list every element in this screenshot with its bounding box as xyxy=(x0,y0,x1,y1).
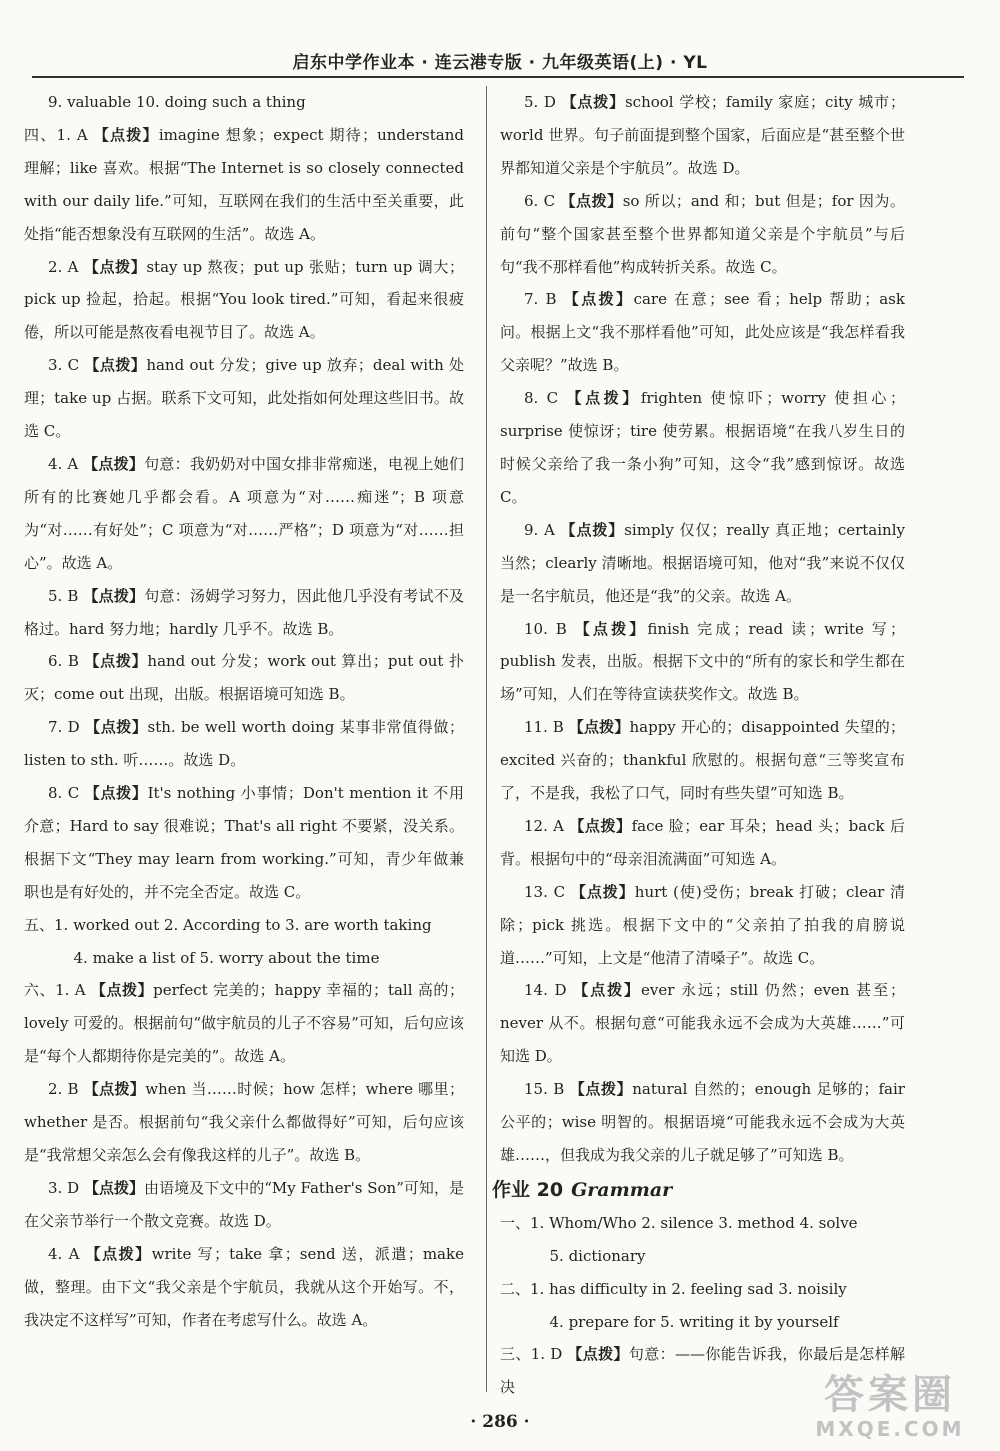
answer-number: 2. A xyxy=(48,257,79,276)
hint-tag: 【点拨】 xyxy=(85,718,148,737)
answer-item xyxy=(500,185,905,284)
answer-item xyxy=(24,1238,464,1337)
answer-text: hurt (使)受伤；break 打破；clear 清除；pick 挑选。根据下文中的“父亲拍了拍我的肩膀说道……”可知，上文是“他清了清嗓子”。故选 C。 xyxy=(500,882,905,967)
site-watermark xyxy=(790,1372,990,1448)
answer-number: 6. B xyxy=(48,652,79,671)
answer-number: 五、1. xyxy=(24,915,69,934)
answer-item xyxy=(500,1207,905,1240)
answer-item xyxy=(24,119,464,251)
hint-tag: 【点拨】 xyxy=(569,816,632,835)
watermark-url: MXQE.COM xyxy=(815,1417,965,1441)
page-number: · 286 · xyxy=(470,1412,530,1432)
hint-tag: 【点拨】 xyxy=(93,125,159,144)
answer-item xyxy=(500,810,905,876)
answer-text: simply 仅仅；really 真正地；certainly 当然；clearly 清晰地。根据语境可知，他对“我”来说不仅仅是一名宇航员，他还是“我”的父亲。故选 A。 xyxy=(500,520,905,605)
answer-number: 三、1. D xyxy=(500,1345,563,1364)
answer-text: hand out 分发；give up 放弃；deal with 处理；take up 占据。联系下文可知，此处指如何处理这些旧书。故选 C。 xyxy=(24,356,464,441)
hint-tag: 【点拨】 xyxy=(563,290,634,309)
answer-text: imagine 想象；expect 期待；understand 理解；like 喜欢。根据“The Internet is so closely connected with our daily life.”可知，互联网在我们的生活中至关重要，此处指“能否想象没有互联网的生活”。故选 A。 xyxy=(24,125,464,243)
hint-tag: 【点拨】 xyxy=(84,356,147,375)
hint-tag: 【点拨】 xyxy=(84,652,148,671)
homework-topic: Grammar xyxy=(571,1178,673,1201)
answer-number: 5. B xyxy=(48,586,79,605)
hint-tag: 【点拨】 xyxy=(573,981,641,1000)
answer-number: 12. A xyxy=(524,816,565,835)
hint-tag: 【点拨】 xyxy=(570,882,635,901)
answer-text: care 在意；see 看；help 帮助；ask 问。根据上文“我不那样看他”可知，此处应该是“我怎样看我父亲呢？”故选 B。 xyxy=(500,290,905,375)
hint-tag: 【点拨】 xyxy=(569,1080,633,1099)
answer-text: 9. valuable 10. doing such a thing xyxy=(48,93,306,111)
answer-item xyxy=(24,1073,464,1172)
answer-number: 2. B xyxy=(48,1080,79,1099)
answer-item xyxy=(500,974,905,1073)
left-column xyxy=(24,86,464,1336)
answer-item xyxy=(500,1240,905,1273)
hint-tag: 【点拨】 xyxy=(83,1080,146,1099)
answer-number: 13. C xyxy=(524,882,566,901)
answer-item xyxy=(500,1273,905,1306)
answer-text: 4. prepare for 5. writing it by yourself xyxy=(549,1312,839,1331)
answer-number: 4. A xyxy=(48,1244,80,1263)
header-rule xyxy=(32,76,964,78)
answer-text: frighten 使惊吓；worry 使担心；surprise 使惊讶；tire 使劳累。根据语境“在我八岁生日的时候父亲给了我一条小狗”可知，这令“我”感到惊讶。故选 C。 xyxy=(500,389,905,506)
hint-tag: 【点拨】 xyxy=(83,454,145,473)
answer-text: natural 自然的；enough 足够的；fair 公平的；wise 明智的。根据语境“可能我永远不会成为大英雄……，但我成为我父亲的儿子就足够了”可知选 B。 xyxy=(500,1080,905,1164)
answer-text: 由语境及下文中的“My Father's Son”可知，是在父亲节举行一个散文竞赛。故选 D。 xyxy=(24,1178,464,1230)
answer-number: 4. A xyxy=(48,454,79,473)
hint-tag: 【点拨】 xyxy=(83,257,147,276)
answer-text: school 学校；family 家庭；city 城市；world 世界。句子前面提到整个国家，后面应是“甚至整个世界都知道父亲是个宇航员”。故选 D。 xyxy=(500,93,905,177)
answer-item xyxy=(24,448,464,580)
answer-number: 7. D xyxy=(48,718,80,737)
answer-item xyxy=(500,86,905,185)
answer-item xyxy=(24,974,464,1073)
answer-text: happy 开心的；disappointed 失望的；excited 兴奋的；thankful 欣慰的。根据句意“三等奖宣布了，不是我，我松了口气，同时有些失望”可知选 B。 xyxy=(500,718,905,803)
answer-text: perfect 完美的；happy 幸福的；tall 高的；lovely 可爱的。根据前句“做宇航员的儿子不容易”可知，后句应该是“每个人都期待你是完美的”。故选 A。 xyxy=(24,981,464,1066)
answer-item xyxy=(24,1172,464,1238)
hint-tag: 【点拨】 xyxy=(83,1178,145,1197)
answer-text: 4. make a list of 5. worry about the time xyxy=(73,948,380,967)
hint-tag: 【点拨】 xyxy=(568,718,630,737)
answer-number: 二、1. xyxy=(500,1279,545,1298)
answer-item xyxy=(24,349,464,448)
answer-text: hand out 分发；work out 算出；put out 扑灭；come out 出现，出版。根据语境可知选 B。 xyxy=(24,652,464,704)
answer-text: face 脸；ear 耳朵；head 头；back 后背。根据句中的“母亲泪流满面”可知选 A。 xyxy=(500,816,905,868)
answer-number: 3. C xyxy=(48,356,80,375)
answer-item xyxy=(24,777,464,909)
answer-item xyxy=(24,942,464,975)
hint-tag: 【点拨】 xyxy=(567,1345,629,1364)
answer-item xyxy=(500,613,905,712)
answer-item xyxy=(500,711,905,810)
hint-tag: 【点拨】 xyxy=(83,586,145,605)
running-header: 启东中学作业本 · 连云港专版 · 九年级英语(上) · YL xyxy=(292,53,708,73)
answer-number: 9. A xyxy=(524,520,555,539)
hint-tag: 【点拨】 xyxy=(90,981,154,1000)
answer-text: Whom/Who 2. silence 3. method 4. solve xyxy=(549,1213,858,1232)
answer-number: 7. B xyxy=(524,290,557,309)
answer-text: when 当……时候；how 怎样；where 哪里；whether 是否。根据前句“我父亲什么都做得好”可知，后句应该是“我常想父亲怎么会有像我这样的儿子”。故选 B。 xyxy=(24,1080,464,1164)
answer-number: 14. D xyxy=(524,981,567,1000)
answer-item xyxy=(500,1306,905,1339)
answer-text: ever 永远；still 仍然；even 甚至；never 从不。根据句意“可能我永远不会成为大英雄……”可知选 D。 xyxy=(500,981,905,1066)
answer-number: 8. C xyxy=(524,389,559,408)
answer-number: 10. B xyxy=(524,619,567,638)
answer-text: write 写；take 拿；send 送，派遣；make 做，整理。由下文“我父亲是个宇航员，我就从这个开始写。不，我决定不这样写”可知，作者在考虑写什么。故选 A。 xyxy=(24,1244,464,1329)
answer-number: 3. D xyxy=(48,1178,80,1197)
answer-item xyxy=(24,909,464,942)
right-column xyxy=(492,86,905,1404)
hint-tag: 【点拨】 xyxy=(561,93,625,111)
homework-title xyxy=(492,1174,905,1207)
answer-item xyxy=(500,514,905,613)
answer-text: 句意：我奶奶对中国女排非常痴迷，电视上她们所有的比赛她几乎都会看。A 项意为“对……痴迷”；B 项意为“对……有好处”；C 项意为“对……严格”；D 项意为“对……担心”。故选 A。 xyxy=(24,454,464,572)
answer-item xyxy=(500,382,905,514)
watermark-logo-text: 答案圈 xyxy=(824,1372,956,1418)
hint-tag: 【点拨】 xyxy=(560,191,623,210)
answer-number: 6. C xyxy=(524,191,556,210)
answer-item xyxy=(500,283,905,382)
answer-number: 四、1. A xyxy=(24,125,88,144)
column-divider xyxy=(486,86,487,1392)
answer-number: 8. C xyxy=(48,784,80,803)
answer-text: so 所以；and 和；but 但是；for 因为。前句“整个国家甚至整个世界都知道父亲是个宇航员”与后句“我不那样看他”构成转折关系。故选 C。 xyxy=(500,191,905,276)
answer-number: 一、1. xyxy=(500,1213,545,1232)
answer-text: sth. be well worth doing 某事非常值得做；listen to sth. 听……。故选 D。 xyxy=(24,718,464,770)
answer-number: 5. D xyxy=(524,93,556,111)
answer-number: 15. B xyxy=(524,1080,565,1099)
homework-number: 作业 20 xyxy=(492,1178,564,1201)
answer-text: 5. dictionary xyxy=(549,1246,646,1265)
hint-tag: 【点拨】 xyxy=(560,520,625,539)
answer-item xyxy=(500,876,905,975)
answer-item xyxy=(24,86,464,119)
hint-tag: 【点拨】 xyxy=(574,619,648,638)
hint-tag: 【点拨】 xyxy=(84,784,148,803)
answer-item xyxy=(24,711,464,777)
answer-number: 六、1. A xyxy=(24,981,86,1000)
answer-item xyxy=(24,580,464,646)
answer-number: 11. B xyxy=(524,718,564,737)
answer-text: 句意：——你能告诉我，你最后是怎样解决 xyxy=(500,1345,905,1397)
answer-text: It's nothing 小事情；Don't mention it 不用介意；Hard to say 很难说；That's all right 不要紧，没关系。根据下文“They may learn from working.”可知，青少年做兼职也是有好处的，并不完全否定。故选 C。 xyxy=(24,784,464,901)
answer-text: worked out 2. According to 3. are worth taking xyxy=(73,915,432,934)
answer-text: finish 完成；read 读；write 写；publish 发表，出版。根据下文中的“所有的家长和学生都在场”可知，人们在等待宣读获奖作文。故选 B。 xyxy=(500,619,905,704)
hint-tag: 【点拨】 xyxy=(566,389,641,408)
answer-item xyxy=(500,1073,905,1172)
answer-text: 句意：汤姆学习努力，因此他几乎没有考试不及格过。hard 努力地；hardly 几乎不。故选 B。 xyxy=(24,586,464,638)
answer-item xyxy=(24,251,464,350)
answer-text: stay up 熬夜；put up 张贴；turn up 调大；pick up 捡起，拾起。根据“You look tired.”可知，看起来很疲倦，所以可能是熬夜看电视节目了。故选 A。 xyxy=(24,257,464,342)
answer-text: has difficulty in 2. feeling sad 3. noisily xyxy=(549,1279,847,1298)
answer-item xyxy=(24,645,464,711)
hint-tag: 【点拨】 xyxy=(85,1244,152,1263)
